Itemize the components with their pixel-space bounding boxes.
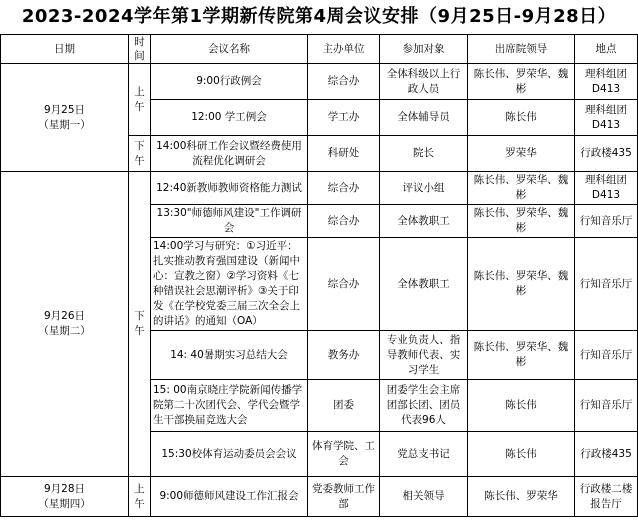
date-cell — [1, 172, 129, 477]
leaders-cell: 陈长伟、罗荣华、魏彬 — [468, 64, 575, 100]
attendees-cell: 专业负责人、指导教师代表、实习学生 — [380, 331, 468, 380]
meeting-cell: 9:00师德师风建设工作汇报会 — [151, 477, 308, 517]
header-location: 地点 — [575, 35, 638, 64]
location-cell: 行知音乐厅 — [575, 205, 638, 238]
host-cell: 综合办 — [308, 172, 380, 205]
table-row — [1, 64, 638, 100]
table-row — [1, 477, 638, 517]
meeting-cell: 15: 00南京晓庄学院新闻传播学院第二十次团代会、学代会暨学生干部换届竞选大会 — [151, 380, 308, 432]
location-cell: 行政楼435 — [575, 432, 638, 477]
host-cell: 教务办 — [308, 331, 380, 380]
date-text: 9月26日 — [43, 310, 86, 322]
header-date: 日期 — [1, 35, 129, 64]
host-cell: 党委教师工作部 — [308, 477, 380, 517]
leaders-cell: 罗荣华 — [468, 136, 575, 172]
attendees-cell: 相关领导 — [380, 477, 468, 517]
location-cell: 行政楼二楼报告厅 — [575, 477, 638, 517]
table-header-row — [1, 35, 638, 64]
location-cell: 行政楼435 — [575, 136, 638, 172]
leaders-cell: 陈长伟 — [468, 432, 575, 477]
location-cell: 行知音乐厅 — [575, 380, 638, 432]
meeting-schedule-table — [0, 34, 638, 517]
header-meeting: 会议名称 — [151, 35, 308, 64]
leaders-cell: 陈长伟、罗荣华、魏彬 — [468, 331, 575, 380]
attendees-cell: 全体教职工 — [380, 205, 468, 238]
weekday-text: （星期四） — [38, 497, 91, 510]
host-cell: 科研处 — [308, 136, 380, 172]
period-cell: 下午 — [129, 136, 151, 172]
page-title: 2023-2024学年第1学期新传院第4周会议安排（9月25日-9月28日） — [21, 6, 617, 27]
header-attendees: 参加对象 — [380, 35, 468, 64]
location-cell: 理科组团D413 — [575, 64, 638, 100]
attendees-cell: 全体辅导员 — [380, 100, 468, 136]
host-cell: 团委 — [308, 380, 380, 432]
location-cell: 行知音乐厅 — [575, 238, 638, 331]
host-cell: 体育学院、工会 — [308, 432, 380, 477]
date-cell — [1, 64, 129, 172]
date-text: 9月25日 — [43, 103, 86, 116]
leaders-cell: 陈长伟、罗荣华 — [468, 477, 575, 517]
period-cell: 上午 — [129, 64, 151, 136]
attendees-cell: 院长 — [380, 136, 468, 172]
host-cell: 综合办 — [308, 64, 380, 100]
leaders-cell: 陈长伟 — [468, 100, 575, 136]
attendees-cell: 评议小组 — [380, 172, 468, 205]
meeting-cell: 14: 40暑期实习总结大会 — [151, 331, 308, 380]
leaders-cell: 陈长伟 — [468, 380, 575, 432]
location-cell: 行知音乐厅 — [575, 331, 638, 380]
meeting-cell: 9:00行政例会 — [151, 64, 308, 100]
meeting-cell: 13:30"师德师风建设"工作调研会 — [151, 205, 308, 238]
location-cell: 理科组团D413 — [575, 172, 638, 205]
meeting-cell: 14:00科研工作会议暨经费使用流程优化调研会 — [151, 136, 308, 172]
meeting-cell: 15:30校体育运动委员会会议 — [151, 432, 308, 477]
host-cell: 综合办 — [308, 205, 380, 238]
meeting-cell: 14:00学习与研究：①习近平：扎实推动教育强国建设（新闻中心：宣教之窗）②学习资料《七种错误社会思潮评析》③关于印发《在学校党委三届三次全会上的讲话》的通知（OA） — [151, 238, 308, 331]
weekday-text: （星期二） — [38, 325, 91, 337]
host-cell: 学工办 — [308, 100, 380, 136]
attendees-cell: 全体教职工 — [380, 238, 468, 331]
period-cell: 下午 — [129, 172, 151, 477]
header-leaders: 出席院领导 — [468, 35, 575, 64]
date-text: 9月28日 — [43, 482, 86, 495]
attendees-cell: 团委学生会主席团部长团、团员代表96人 — [380, 380, 468, 432]
leaders-cell: 陈长伟、罗荣华、魏彬 — [468, 238, 575, 331]
attendees-cell: 全体科级以上行政人员 — [380, 64, 468, 100]
date-cell — [1, 477, 129, 517]
location-cell: 理科组团D413 — [575, 100, 638, 136]
header-time: 时间 — [129, 35, 151, 64]
meeting-cell: 12:00 学工例会 — [151, 100, 308, 136]
attendees-cell: 党总支书记 — [380, 432, 468, 477]
host-cell: 综合办 — [308, 238, 380, 331]
meeting-cell: 12:40新教师教师资格能力测试 — [151, 172, 308, 205]
leaders-cell: 陈长伟、罗荣华、魏彬 — [468, 205, 575, 238]
leaders-cell: 陈长伟、罗荣华、魏彬 — [468, 172, 575, 205]
period-cell: 上午 — [129, 477, 151, 517]
header-host: 主办单位 — [308, 35, 380, 64]
table-row — [1, 172, 638, 205]
weekday-text: （星期一） — [38, 118, 91, 131]
